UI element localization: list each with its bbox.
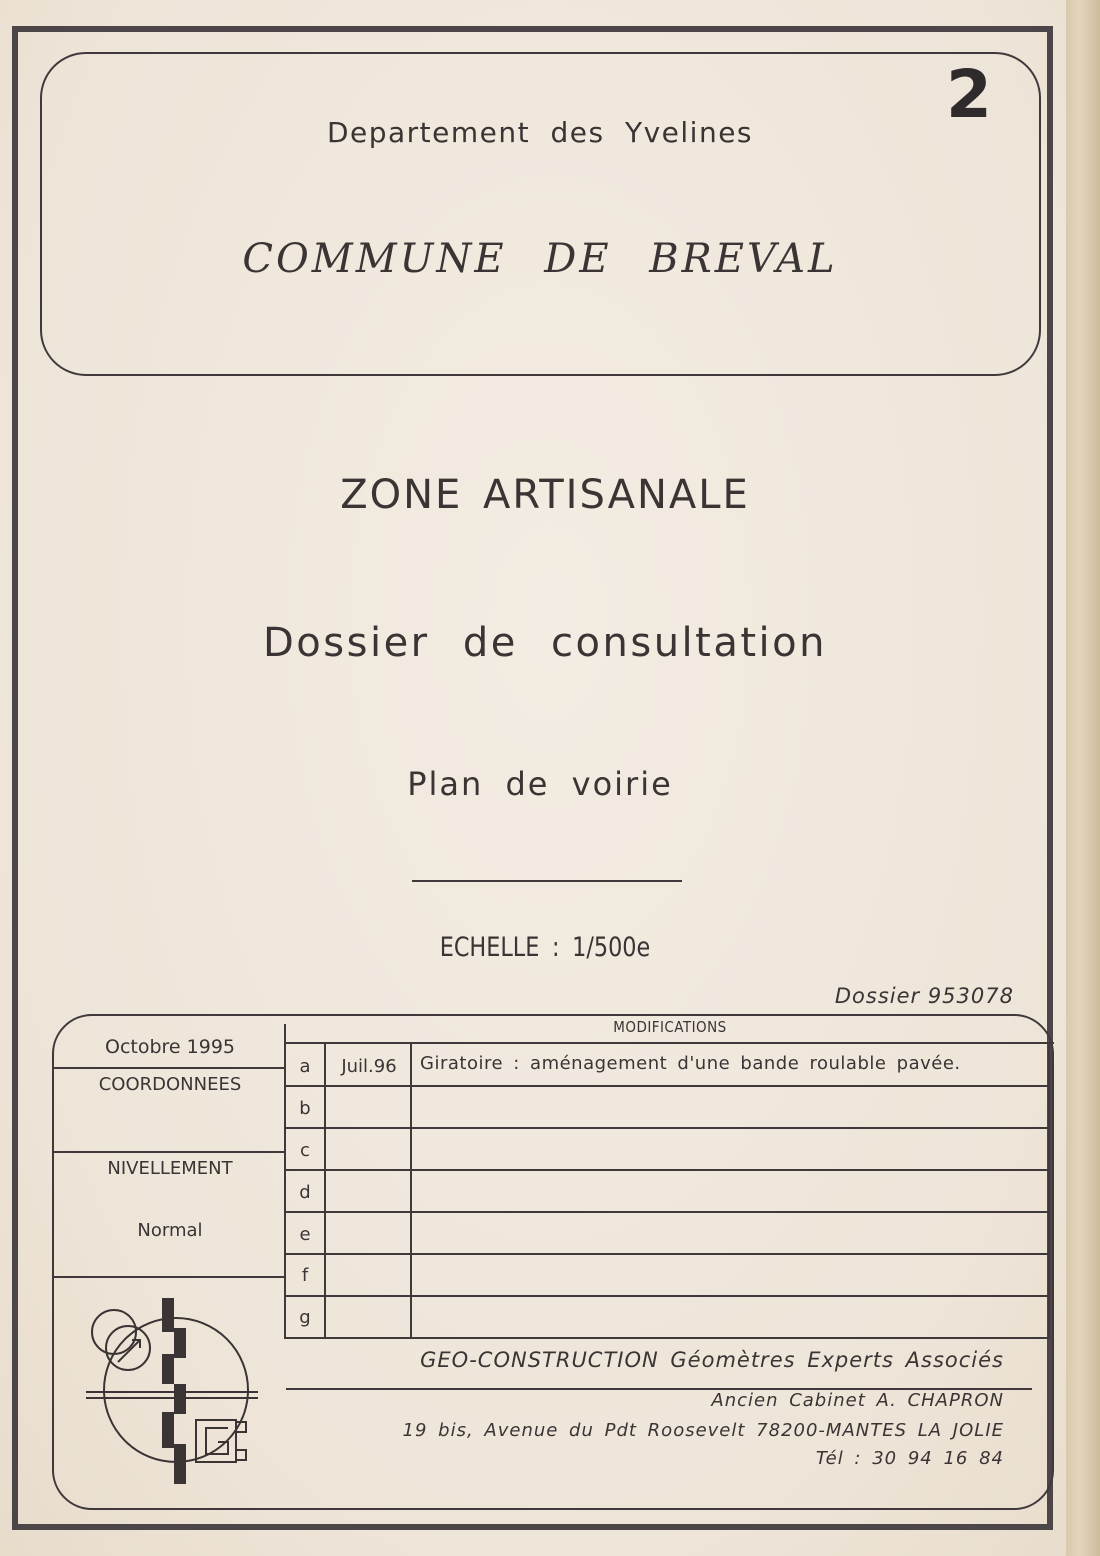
firm-address: 19 bis, Avenue du Pdt Roosevelt 78200-MANTES LA JOLIE [402,1420,1004,1441]
mod-row-letter: c [300,1140,310,1161]
left-divider-3 [52,1276,285,1278]
plan-title: Plan de voirie [407,765,673,803]
separator-line [412,880,682,882]
title-header-box [40,52,1041,376]
mods-row-line [284,1127,1049,1129]
dossier-title: Dossier de consultation [263,620,827,666]
mods-header-line [284,1042,1054,1044]
zone-title: ZONE ARTISANALE [340,472,750,518]
former-cabinet: Ancien Cabinet A. CHAPRON [711,1390,1004,1411]
modifications-title: MODIFICATIONS [613,1018,727,1036]
mod-row-letter: g [299,1307,311,1328]
mods-row-line [284,1169,1049,1171]
firm-phone: Tél : 30 94 16 84 [815,1448,1004,1469]
sheet-number: 2 [946,56,992,133]
mod-row-description: Giratoire : aménagement d'une bande roulable pavée. [420,1053,961,1074]
mod-row-letter: f [301,1265,309,1286]
commune-name: COMMUNE DE BREVAL [242,236,838,282]
left-divider-2 [52,1151,285,1153]
left-divider-1 [52,1067,285,1069]
coordonnees-label: COORDONNEES [98,1074,242,1095]
mod-row-letter: b [299,1098,311,1119]
dossier-number: Dossier 953078 [834,984,1014,1008]
mod-row-letter: d [299,1182,311,1203]
geo-construction-logo [78,1292,268,1492]
mod-row-letter: e [299,1224,311,1245]
mods-row-line [284,1211,1049,1213]
mods-bottom-line [284,1337,1049,1339]
mod-row-letter: a [299,1056,311,1077]
scale-label: ECHELLE : 1/500e [439,932,651,963]
nivellement-value: Normal [137,1220,203,1241]
mods-row-line [284,1253,1049,1255]
mods-row-line [284,1085,1049,1087]
firm-name: GEO-CONSTRUCTION Géomètres Experts Associés [420,1348,1004,1372]
nivellement-label: NIVELLEMENT [107,1158,233,1179]
department-name: Departement des Yvelines [326,116,754,149]
mods-row-line [284,1295,1049,1297]
cartouche-date: Octobre 1995 [104,1036,235,1058]
mod-row-date: Juil.96 [341,1056,397,1077]
paper-edge [1066,0,1100,1556]
